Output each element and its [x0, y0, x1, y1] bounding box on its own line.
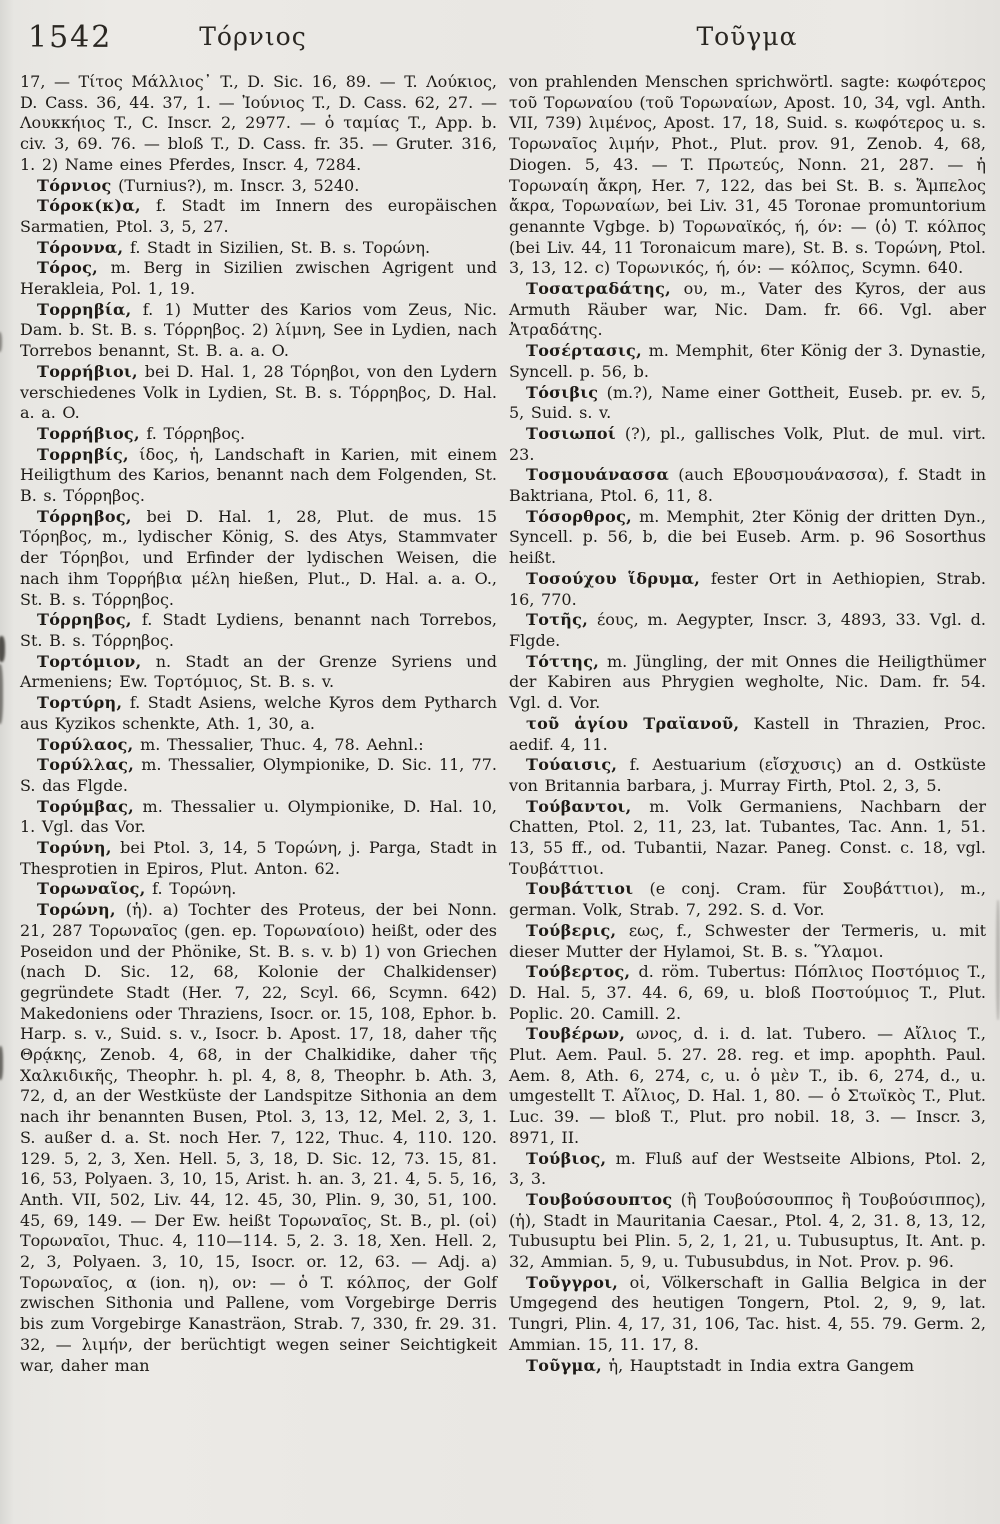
entry-headword: Τορώνη,	[37, 900, 116, 920]
entry-headword: Τοσατραδάτης,	[526, 279, 672, 299]
dictionary-entry	[509, 1024, 986, 1148]
dictionary-entry	[20, 693, 497, 734]
dictionary-entry	[20, 797, 497, 838]
dictionary-entry	[20, 196, 497, 237]
dictionary-entry	[509, 569, 986, 610]
entry-headword: τοῦ ἁγίου Τραϊανοῦ,	[526, 713, 740, 733]
dictionary-entry	[20, 445, 497, 507]
entry-headword: Τοῦγμα,	[526, 1355, 602, 1375]
right-column	[509, 72, 986, 1376]
entry-headword: Τορρήβιοι,	[37, 361, 138, 381]
page-number: 1542	[28, 20, 113, 55]
dictionary-entry	[509, 1273, 986, 1356]
entry-headword: Τορύλαος,	[37, 734, 134, 754]
entry-text: m. Thessalier, Thuc. 4, 78. Aehnl.:	[133, 734, 424, 754]
continued-paragraph	[20, 72, 497, 176]
dictionary-entry	[20, 610, 497, 651]
entry-headword: Τοσέρτασις,	[526, 341, 642, 361]
entry-headword: Τορύνη,	[37, 838, 112, 858]
left-column	[20, 72, 497, 1376]
entry-headword: Τουβάττιοι	[526, 879, 634, 899]
entry-text: (?), pl., gallisches Volk, Plut. de mul. virt. 23.	[509, 423, 986, 464]
entry-headword: Τόρρηβος,	[37, 610, 132, 630]
entry-headword: Τούαισις,	[526, 755, 618, 775]
entry-headword: Τόρνιος	[37, 175, 112, 195]
entry-text: bei D. Hal. 1, 28 Τόρηβοι, von den Lydern verschiedenes Volk in Lydien, St. B. s. Τόρρηβος, D. Hal. a. a. O.	[20, 361, 497, 423]
dictionary-entry	[509, 383, 986, 424]
entry-headword: Τόροκ(κ)α,	[37, 196, 141, 216]
entry-headword: Τορρηβία,	[37, 299, 132, 319]
entry-text: m. Thessalier u. Olympionike, D. Hal. 10, 1. Vgl. das Vor.	[20, 796, 497, 837]
entry-text: (ἢ Τουβούσουππος ἢ Τουβούσιππος), (ἡ), Stadt in Mauritania Caesar., Ptol. 4, 2, 31. 8, 13, 12, Tubusuptu bei Plin. 5, 2, 1, 21, u. Tubusuptus, It. Ant. p. 32, Ammian. 5, 9, u. Tubusubdus, in Not. Prov. p. 96.	[509, 1189, 986, 1272]
entry-headword: Τόσιβις	[526, 382, 599, 402]
entry-headword: Τόροννα,	[37, 237, 124, 257]
dictionary-entry	[509, 465, 986, 506]
dictionary-entry	[20, 879, 497, 900]
entry-text: fester Ort in Aethiopien, Strab. 16, 770.	[509, 568, 986, 609]
dictionary-entry	[509, 714, 986, 755]
dictionary-entry	[509, 424, 986, 465]
entry-text: (ἡ). a) Tochter des Proteus, der bei Nonn. 21, 287 Τορωναῖος (gen. ep. Τορωναίοιο) heißt, oder des Poseidon und der Phönike, St. B. s. v. b) 1) von Griechen (nach D. Sic. 12, 68, Kolonie der Chalkidenser) gegründete Stadt (Her. 7, 22, Scyl. 66, Scymn. 642) Makedoniens oder Thraziens, Isocr. or. 15, 108, Ephor. b. Harp. s. v., Suid. s. v., Isocr. b. Apost. 17, 18, daher τῆς Θρᾴκης, Zenob. 4, 68, in der Chalkidike, daher τῆς Χαλκιδικῆς, Theophr. h. pl. 4, 8, 8, Theophr. b. Ath. 3, 72, d, an der Westküste der Landspitze Sithonia an dem nach ihr benannten Busen, Ptol. 3, 13, 12, Mel. 2, 3, 1. S. außer d. a. St. noch Her. 7, 122, Thuc. 4, 110. 120. 129. 5, 2, 3, Xen. Hell. 5, 3, 18, D. Sic. 12, 73. 15, 81. 16, 53, Polyaen. 3, 10, 15, Arist. h. an. 3, 21. 4, 5. 5, 16, Anth. VII, 502, Liv. 44, 12. 45, 30, Plin. 9, 30, 51, 100. 45, 69, 149. — Der Ew. heißt Τορωναῖος, St. B., pl. (οἱ) Τορωναῖοι, Thuc. 4, 110—114. 5, 2. 3. 18, Xen. Hell. 2, 2, 3, Polyaen. 3, 10, 15, Isocr. or. 12, 63. — Adj. a) Τορωναῖος, α (ion. η), ον: — ὁ T. κόλπος, der Golf zwischen Sithonia und Pallene, vom Vorgebirge Derris bis zum Vorgebirge Kanasträon, Strab. 7, 330, fr. 29. 31. 32, — λιμήν, der berüchtigt wegen seiner Seichtigkeit war, daher man	[20, 900, 497, 1375]
dictionary-entry	[20, 424, 497, 445]
dictionary-entry	[20, 176, 497, 197]
entry-headword: Τορρηβίς,	[37, 444, 129, 464]
entry-text: f. 1) Mutter des Karios vom Zeus, Nic. Dam. b. St. B. s. Τόρρηβος. 2) λίμνη, See in Lydien, nach Torrebos benannt, St. B. a. a. O.	[20, 299, 497, 361]
entry-headword: Τουβούσουπτος	[526, 1189, 673, 1209]
entry-headword: Τοῦγγροι,	[526, 1272, 619, 1292]
dictionary-entry	[509, 879, 986, 920]
dictionary-entry	[20, 362, 497, 424]
dictionary-entry	[509, 652, 986, 714]
entry-headword: Τούβαντοι,	[526, 796, 632, 816]
entry-headword: Τοσούχου ἵδρυμα,	[526, 568, 701, 588]
entry-text: ἡ, Hauptstadt in India extra Gangem	[601, 1355, 915, 1375]
entry-headword: Τορωναῖος,	[37, 879, 146, 899]
entry-text: (e conj. Cram. für Σουβάττιοι), m., german. Volk, Strab. 7, 292. S. d. Vor.	[509, 879, 986, 920]
entry-text: bei Ptol. 3, 14, 5 Τορώνη, j. Parga, Stadt in Thesprotien in Epiros, Plut. Anton. 62.	[20, 838, 497, 878]
entry-headword: Τούβερτος,	[526, 962, 631, 982]
entry-text: von prahlenden Menschen sprichwörtl. sagte: κωφότερος τοῦ Τορωναίου (τοῦ Τορωναίων, Apost. 10, 34, vgl. Anth. VII, 739) λιμένος, Apost. 17, 18, Suid. s. κωφότερος u. s. Τορωναῖος λιμήν, Phot., Plut. prov. 91, Zenob. 4, 68, Diogen. 5, 43. — T. Πρωτεύς, Nonn. 21, 287. — ἡ Τορωναίη ἄκρη, Her. 7, 122, das bei St. B. s. Ἄμπελος ἄκρα, Τορωναίων, bei Liv. 31, 45 Toronae promuntorium genannte Vgbge. b) Τορωναϊκός, ή, όν: — (ὁ) T. κόλπος (bei Liv. 44, 11 Toronaicum mare), St. B. s. Τορώνη, Ptol. 3, 13, 12. c) Τορωνικός, ή, όν: — κόλπος, Scymn. 640.	[509, 72, 986, 278]
entry-text: d. röm. Tubertus: Πόπλιος Ποστόμιος T., D. Hal. 5, 37. 44. 6, 69, u. bloß Ποστούμιος T., Plut. Poplic. 20. Camill. 2.	[509, 962, 986, 1023]
dictionary-entry	[20, 755, 497, 796]
dictionary-entry	[509, 1356, 986, 1377]
entry-headword: Τορτύρη,	[37, 693, 123, 713]
entry-headword: Τορύλλας,	[37, 755, 135, 775]
dictionary-entry	[509, 797, 986, 880]
entry-text: ίδος, ἡ, Landschaft in Karien, mit einem Heiligthum des Karios, benannt nach dem Folgenden, St. B. s. Τόρρηβος.	[20, 444, 497, 506]
dictionary-entry	[509, 279, 986, 341]
entry-text: Kastell in Thrazien, Proc. aedif. 4, 11.	[509, 713, 986, 754]
entry-text: f. Stadt im Innern des europäischen Sarmatien, Ptol. 3, 5, 27.	[20, 196, 497, 236]
entry-text: m. Thessalier, Olympionike, D. Sic. 11, 77. S. das Flgde.	[20, 755, 497, 795]
entry-text: f. Stadt Lydiens, benannt nach Torrebos, St. B. s. Τόρρηβος.	[20, 610, 497, 650]
entry-headword: Τουβέρων,	[526, 1024, 626, 1044]
dictionary-entry	[20, 300, 497, 362]
dictionary-entry	[509, 507, 986, 569]
entry-text: m. Memphit, 2ter König der dritten Dyn., Syncell. p. 56, b, die bei Euseb. Arm. p. 96 Sosorthus heißt.	[509, 506, 986, 568]
entry-text: m. Memphit, 6ter König der 3. Dynastie, Syncell. p. 56, b.	[509, 341, 986, 381]
entry-headword: Τοσιωποί	[526, 423, 616, 443]
entry-text: n. Stadt an der Grenze Syriens und Armeniens; Ew. Τορτόμιος, St. B. s. v.	[20, 651, 497, 692]
entry-headword: Τούβερις,	[526, 920, 617, 940]
dictionary-entry	[509, 962, 986, 1024]
entry-headword: Τοτῆς,	[526, 610, 589, 630]
entry-headword: Τόρρηβος,	[37, 506, 132, 526]
entry-headword: Τόττης,	[526, 651, 600, 671]
dictionary-entry	[509, 610, 986, 651]
page-header	[0, 16, 1000, 62]
dictionary-entry	[20, 838, 497, 879]
continued-paragraph	[509, 72, 986, 279]
entry-text: οἱ, Völkerschaft in Gallia Belgica in der Umgegend des heutigen Tongern, Ptol. 2, 9, 9, lat. Tungri, Plin. 4, 17, 31, 106, Tac. hist. 4, 55. 79. Germ. 2, Ammian. 15, 11. 17, 8.	[509, 1272, 986, 1354]
right-column-running-title: Τοῦγμα	[696, 22, 798, 51]
dictionary-entry	[20, 258, 497, 299]
entry-text: m. Jüngling, der mit Onnes die Heiligthümer der Kabiren aus Phrygien wegholte, Nic. Dam. fr. 54. Vgl. d. Vor.	[509, 651, 986, 713]
entry-text: m. Berg in Sizilien zwischen Agrigent und Herakleia, Pol. 1, 19.	[20, 258, 497, 299]
dictionary-entry	[20, 507, 497, 611]
left-column-running-title: Τόρνιος	[199, 22, 307, 51]
entry-text: 17, — Τίτος Μάλλιος᾽ T., D. Sic. 16, 89. — T. Λούκιος, D. Cass. 36, 44. 37, 1. — Ἰούνιος T., D. Cass. 62, 27. — Λουκκήιος T., C. Inscr. 2, 2977. — ὁ ταμίας T., App. b. civ. 3, 69. 76. — bloß T., D. Cass. fr. 35. — Gruter. 316, 1. 2) Name eines Pferdes, Inscr. 4, 7284.	[20, 72, 497, 174]
dictionary-entry	[20, 735, 497, 756]
entry-headword: Τορύμβας,	[37, 796, 134, 816]
entry-headword: Τούβιος,	[526, 1148, 607, 1168]
dictionary-entry	[509, 921, 986, 962]
entry-headword: Τόσορθρος,	[526, 506, 632, 526]
entry-text: f. Τορώνη.	[145, 879, 237, 899]
entry-text: ου, m., Vater des Kyros, der aus Armuth Räuber war, Nic. Dam. fr. 66. Vgl. aber Ἀτραδάτης.	[509, 279, 986, 340]
entry-text: ωνος, d. i. d. lat. Tubero. — Αἴλιος T., Plut. Aem. Paul. 5. 27. 28. reg. et imp. apophth. Paul. Aem. 8, Ath. 6, 274, c, u. ὁ μὲν T., ib. 6, 274, d., u. umgestellt T. Αἴλιος, D. Hal. 1, 80. — ὁ Στωϊκὸς T., Plut. Luc. 39. — bloß T., Plut. pro nobil. 18, 3. — Inscr. 3, 8971, II.	[509, 1024, 986, 1147]
entry-headword: Τορτόμιον,	[37, 651, 142, 671]
entry-text: (Turnius?), m. Inscr. 3, 5240.	[111, 175, 360, 195]
entry-text: f. Aestuarium (εἴσχυσις) an d. Ostküste von Britannia barbara, j. Murray Firth, Ptol. 2, 3, 5.	[509, 755, 986, 795]
entry-headword: Τόρος,	[37, 258, 99, 278]
dictionary-entry	[509, 1190, 986, 1273]
entry-text: έους, m. Aegypter, Inscr. 3, 4893, 33. Vgl. d. Flgde.	[509, 610, 986, 650]
entry-text: bei D. Hal. 1, 28, Plut. de mus. 15 Τόρηβος, m., lydischer König, S. des Atys, Stammvater der Τόρηβοι, und Erfinder der lydischen Weisen, die nach ihm Τορρήβια μέλη hießen, Plut., D. Hal. a. a. O., St. B. s. Τόρρηβος.	[20, 506, 497, 609]
entry-text: f. Τόρρηβος.	[139, 423, 246, 443]
dictionary-entry	[509, 341, 986, 382]
entry-text: f. Stadt Asiens, welche Kyros dem Pytharch aus Kyzikos schenkte, Ath. 1, 30, a.	[20, 693, 497, 733]
dictionary-entry	[509, 1149, 986, 1190]
entry-text: (m.?), Name einer Gottheit, Euseb. pr. ev. 5, 5, Suid. s. v.	[509, 382, 986, 423]
entry-headword: Τορρήβιος,	[37, 423, 140, 443]
dictionary-entry	[20, 652, 497, 693]
dictionary-entry	[509, 755, 986, 796]
entry-text: m. Fluß auf der Westseite Albions, Ptol. 2, 3, 3.	[509, 1148, 986, 1189]
dictionary-entry	[20, 238, 497, 259]
entry-text: (auch Εβουσμουάνασσα), f. Stadt in Baktriana, Ptol. 6, 11, 8.	[509, 465, 986, 506]
entry-text: f. Stadt in Sizilien, St. B. s. Τορώνη.	[123, 237, 431, 257]
entry-headword: Τοσμουάνασσα	[526, 465, 670, 485]
entry-text: εως, f., Schwester der Termeris, u. mit dieser Mutter der Hylamoi, St. B. s. Ὕλαμοι.	[509, 920, 986, 961]
entry-text: m. Volk Germaniens, Nachbarn der Chatten, Ptol. 2, 11, 23, lat. Tubantes, Tac. Ann. 1, 51. 13, 55 ff., od. Tubantii, Nazar. Paneg. Const. c. 18, vgl. Τουβάττιοι.	[509, 796, 986, 878]
text-columns	[0, 72, 1000, 1376]
dictionary-entry	[20, 900, 497, 1376]
